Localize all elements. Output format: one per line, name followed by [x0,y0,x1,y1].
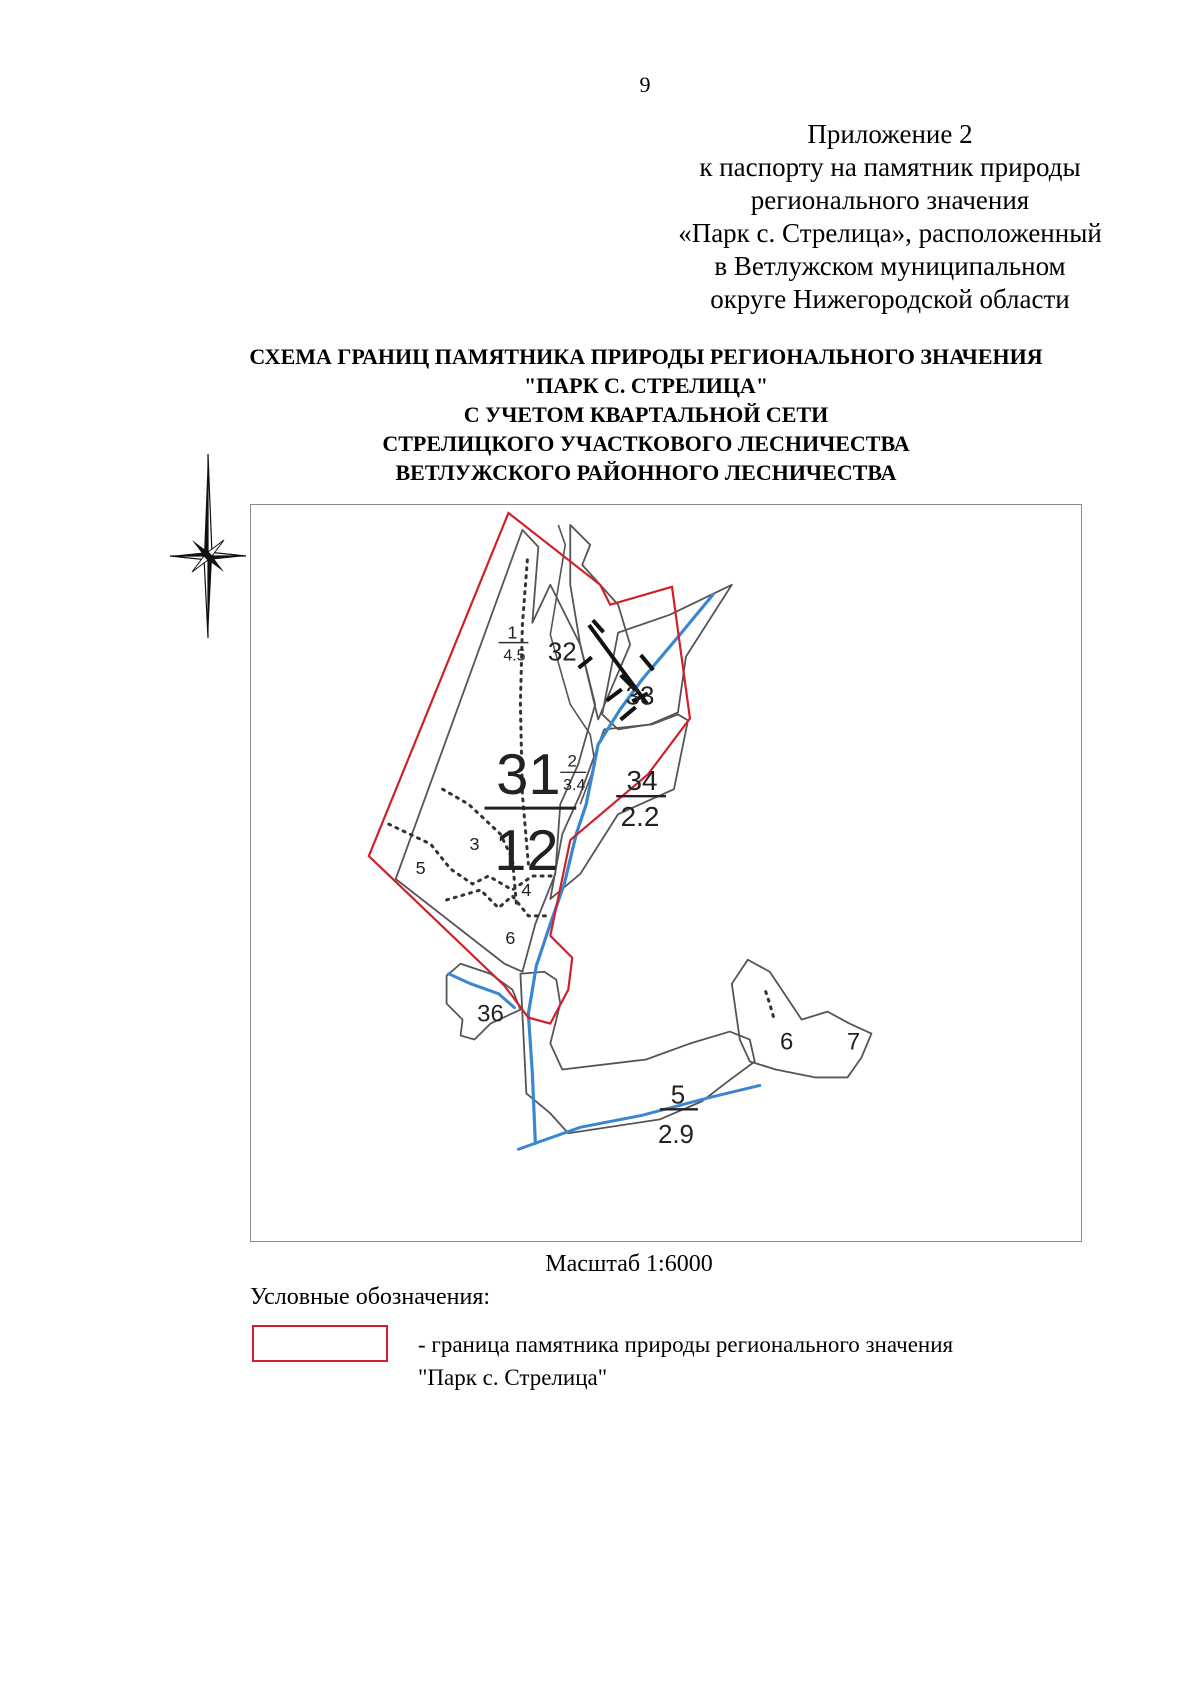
scheme-title-line: "ПАРК С. СТРЕЛИЦА" [523,373,769,398]
appendix-line: «Парк с. Стрелица», расположенный [678,218,1102,248]
quarter-5-outline [520,972,754,1134]
appendix-line: Приложение 2 [807,119,973,149]
compass-rose-icon [168,450,248,640]
forest-quarter-map [251,505,1081,1241]
label-allotment-6: 6 [505,927,516,948]
page-number: 9 [639,72,651,97]
legend-title: Условные обозначения: [250,1284,491,1310]
label-allotment-2-area: 3.4 [563,777,586,795]
legend-boundary-swatch [252,1325,388,1362]
label-quarter-31-area: 12 [494,819,559,884]
label-allotment-4: 4 [521,879,532,900]
label-quarter-36: 36 [477,1000,504,1028]
scale-label: Масштаб 1:6000 [545,1251,713,1277]
scheme-title-line: С УЧЕТОМ КВАРТАЛЬНОЙ СЕТИ [463,402,829,427]
legend-entry-line: - граница памятника природы регионального значения [418,1332,954,1357]
label-quarter-34-area: 2.2 [620,801,660,833]
label-quarter-33: 33 [625,682,655,711]
label-allotment-e7: 7 [846,1028,861,1056]
label-allotment-5: 5 [415,857,426,878]
allotment-divider [766,992,774,1018]
label-quarter-5: 5 [670,1081,686,1110]
allotment-divider [447,890,551,916]
label-quarter-31: 31 [496,743,561,808]
appendix-line: в Ветлужском муниципальном [714,251,1066,281]
label-allotment-1-area: 4.5 [503,647,526,665]
label-quarter-5-area: 2.9 [657,1121,694,1150]
appendix-header [660,118,1120,316]
legend-entry-line: "Парк с. Стрелица" [418,1365,608,1390]
appendix-line: к паспорту на памятник природы [699,152,1081,182]
appendix-line: регионального значения [750,185,1030,215]
label-allotment-1: 1 [507,622,518,643]
quarter-6-7-outline [732,960,872,1078]
scheme-title-line: СТРЕЛИЦКОГО УЧАСТКОВОГО ЛЕСНИЧЕСТВА [382,431,910,456]
legend-entry [418,1328,953,1394]
label-quarter-32: 32 [547,638,577,667]
scheme-title-line: ВЕТЛУЖСКОГО РАЙОННОГО ЛЕСНИЧЕСТВА [395,460,897,485]
appendix-line: округе Нижегородской области [710,284,1070,314]
scheme-title [110,342,1182,487]
scheme-title-line: СХЕМА ГРАНИЦ ПАМЯТНИКА ПРИРОДЫ РЕГИОНАЛЬНОГО ЗНАЧЕНИЯ [249,344,1043,369]
label-allotment-3: 3 [469,834,480,855]
map-frame [250,504,1082,1242]
label-allotment-e6: 6 [780,1028,794,1056]
label-allotment-2: 2 [567,751,577,771]
label-quarter-34: 34 [626,765,658,797]
